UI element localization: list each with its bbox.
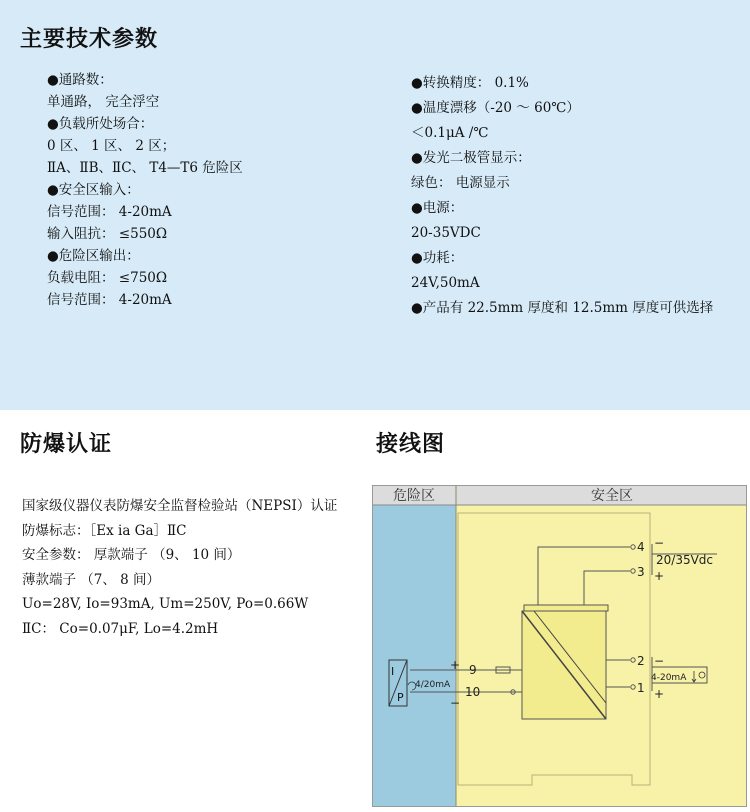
text-line: ●负载所处场合： [47, 116, 154, 132]
supply-voltage: 20/35Vdc [656, 553, 714, 567]
terminal-4: 4 [637, 540, 645, 554]
safe-label: 安全区 [591, 488, 633, 504]
text-line: 20-35VDC [411, 225, 481, 241]
terminal-1: 1 [637, 681, 645, 695]
wiring-title: 接线图 [376, 432, 446, 457]
text-line: ＜0.1μA /℃ [411, 125, 489, 141]
svg-text:+: + [450, 658, 461, 672]
text-line: 单通路， 完全浮空 [47, 94, 160, 110]
output-signal: 4-20mA [651, 673, 687, 683]
svg-text:I: I [391, 665, 395, 678]
text-line: ●功耗： [411, 250, 464, 266]
spec-left-column [47, 69, 243, 311]
text-line: 输入阻抗： ≤550Ω [47, 226, 168, 242]
text-line: 安全参数： 厚款端子 （9、 10 间） [22, 547, 241, 563]
wiring-diagram [372, 485, 747, 807]
svg-text:−: − [654, 654, 665, 668]
text-line: 薄款端子 （7、 8 间） [22, 571, 161, 588]
svg-text:P: P [397, 691, 404, 704]
spec-title: 主要技术参数 [20, 27, 159, 52]
hazard-zone [372, 485, 456, 807]
text-line: 防爆标志：［Ex ia Ga］ⅡC [22, 522, 187, 539]
text-line: 信号范围： 4-20mA [47, 204, 172, 220]
svg-text:−: − [654, 536, 665, 550]
hazard-label: 危险区 [393, 488, 435, 504]
text-line: ●通路数： [47, 72, 113, 88]
svg-text:−: − [450, 696, 461, 710]
text-line: ●发光二极管显示： [411, 150, 531, 166]
text-line: ●转换精度： 0.1% [411, 75, 529, 91]
text-line: 24V,50mA [411, 275, 480, 291]
terminal-3: 3 [637, 565, 645, 579]
text-line: ●温度漂移（-20 ～ 60℃） [411, 100, 580, 116]
terminal-10: 10 [465, 685, 481, 699]
explosion-title: 防爆认证 [20, 432, 113, 457]
text-line: Uo=28V, Io=93mA, Um=250V, Po=0.66W [22, 596, 309, 612]
input-signal: 4/20mA [415, 680, 451, 690]
spec-right-column [411, 71, 713, 321]
text-line: ●产品有 22.5mm 厚度和 12.5mm 厚度可供选择 [411, 300, 714, 316]
text-line: ●电源： [411, 200, 464, 216]
text-line: 国家级仪器仪表防爆安全监督检验站（NEPSI）认证 [22, 498, 338, 514]
terminal-9: 9 [469, 663, 477, 677]
terminal-2: 2 [637, 654, 645, 668]
svg-text:+: + [654, 687, 665, 701]
text-line: 负载电阻： ≤750Ω [47, 270, 168, 286]
text-line: ●安全区输入： [47, 182, 140, 198]
explosion-text [22, 494, 337, 641]
text-line: 信号范围： 4-20mA [47, 292, 172, 308]
text-line: 绿色： 电源显示 [411, 175, 510, 191]
text-line: 0 区、 1 区、 2 区； [47, 138, 176, 154]
text-line: ⅡA、ⅡB、ⅡC、 T4—T6 危险区 [47, 160, 243, 176]
svg-text:+: + [654, 569, 665, 583]
text-line: ●危险区输出： [47, 248, 140, 264]
text-line: ⅡC： Co=0.07μF, Lo=4.2mH [22, 620, 219, 637]
